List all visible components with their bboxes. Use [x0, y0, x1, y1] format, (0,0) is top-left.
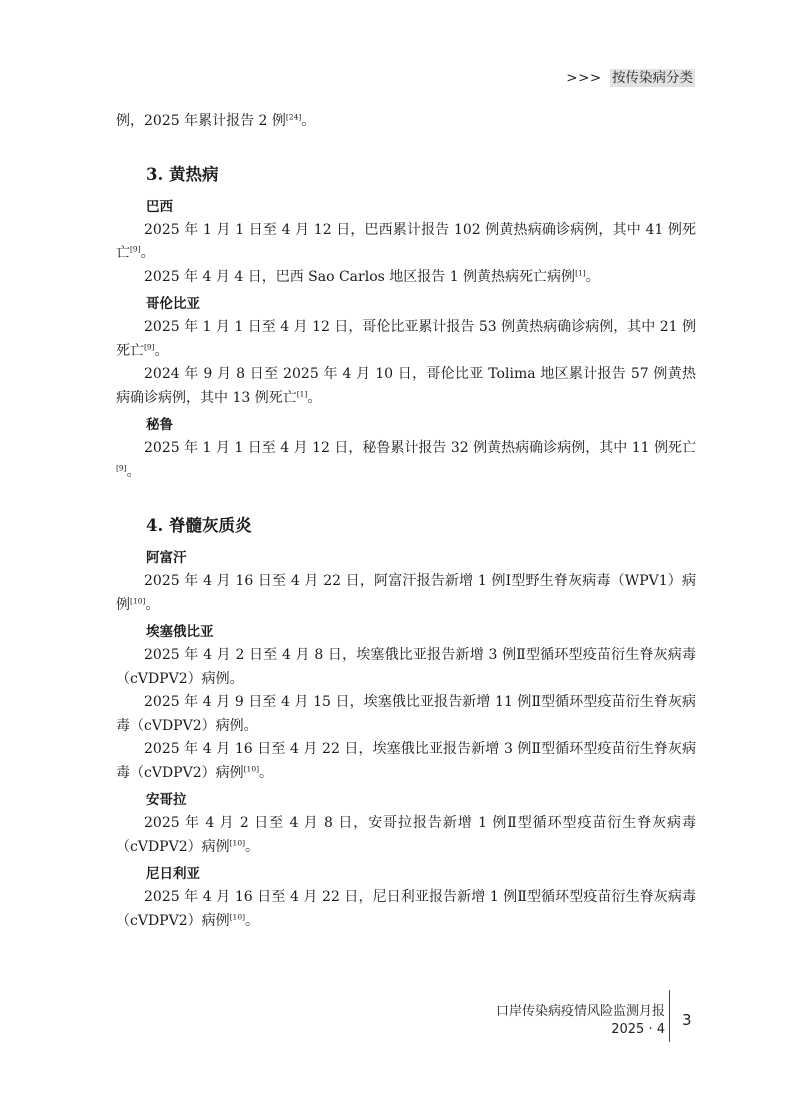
paragraph: 2025 年 4 月 16 日至 4 月 22 日，尼日利亚报告新增 1 例Ⅱ型循环型疫苗衍生脊灰病毒（cVDPV2）病例[10]。 [116, 889, 696, 929]
country-heading-colombia: 哥伦比亚 [146, 296, 200, 312]
country-heading-brazil: 巴西 [146, 198, 173, 215]
intro-paragraph: 例，2025 年累计报告 2 例[24]。 [116, 112, 316, 129]
citation-ref: [24] [285, 112, 302, 122]
citation-ref: [10] [243, 763, 260, 773]
paragraph-text: 2025 年 4 月 2 日至 4 月 8 日，安哥拉报告新增 1 例Ⅱ型循环型疫苗衍生脊灰病毒（cVDPV2）病例 [116, 815, 696, 855]
journal-title: 口岸传染病疫情风险监测月报 [495, 1004, 665, 1019]
paragraph: 2025 年 1 月 1 日至 4 月 12 日，哥伦比亚累计报告 53 例黄热病确诊病例，其中 21 例死亡[9]。 [116, 319, 696, 359]
paragraph: 2025 年 4 月 9 日至 4 月 15 日，埃塞俄比亚报告新增 11 例Ⅱ型循环型疫苗衍生脊灰病毒（cVDPV2）病例。 [116, 694, 696, 734]
paragraph-text: 2025 年 1 月 1 日至 4 月 12 日，秘鲁累计报告 32 例黄热病确诊病例，其中 11 例死亡 [144, 440, 696, 456]
paragraph-text: 2025 年 4 月 16 日至 4 月 22 日，埃塞俄比亚报告新增 3 例Ⅱ型循环型疫苗衍生脊灰病毒（cVDPV2）病例 [116, 741, 696, 781]
running-header [566, 66, 695, 86]
section-title-polio: 4. 脊髓灰质炎 [146, 516, 252, 535]
paragraph-text: 2025 年 4 月 9 日至 4 月 15 日，埃塞俄比亚报告新增 11 例Ⅱ型循环型疫苗衍生脊灰病毒（cVDPV2）病例 [116, 694, 696, 734]
footer-divider [669, 990, 670, 1042]
paragraph: 2025 年 1 月 1 日至 4 月 12 日，秘鲁累计报告 32 例黄热病确诊病例，其中 11 例死亡[9]。 [116, 440, 696, 480]
country-heading-nigeria: 尼日利亚 [146, 866, 200, 882]
paragraph-text: 2025 年 4 月 2 日至 4 月 8 日，埃塞俄比亚报告新增 3 例Ⅱ型循环型疫苗衍生脊灰病毒（cVDPV2）病例 [116, 647, 696, 687]
paragraph-text: 2025 年 4 月 16 日至 4 月 22 日，阿富汗报告新增 1 例Ⅰ型野生脊灰病毒（WPV1）病例 [116, 573, 696, 613]
citation-ref: [1] [296, 388, 308, 398]
country-heading-angola: 安哥拉 [146, 792, 187, 808]
section-title-yellow-fever: 3. 黄热病 [146, 164, 219, 184]
paragraph-text: 2025 年 1 月 1 日至 4 月 12 日，巴西累计报告 102 例黄热病确诊病例，其中 41 例死亡 [116, 221, 696, 261]
paragraph-text: 2025 年 4 月 16 日至 4 月 22 日，尼日利亚报告新增 1 例Ⅱ型循环型疫苗衍生脊灰病毒（cVDPV2）病例 [116, 889, 696, 929]
country-heading-afghanistan: 阿富汗 [146, 550, 187, 566]
paragraph: 2025 年 4 月 2 日至 4 月 8 日，安哥拉报告新增 1 例Ⅱ型循环型疫苗衍生脊灰病毒（cVDPV2）病例[10]。 [116, 815, 696, 855]
citation-ref: [10] [130, 595, 146, 605]
paragraph-text: 2024 年 9 月 8 日至 2025 年 4 月 10 日，哥伦比亚 Tolima 地区累计报告 57 例黄热病确诊病例，其中 13 例死亡 [116, 366, 696, 406]
footer-journal-info [470, 1003, 665, 1039]
citation-ref: [10] [229, 911, 246, 921]
country-heading-peru: 秘鲁 [146, 417, 173, 433]
country-heading-ethiopia: 埃塞俄比亚 [146, 624, 214, 640]
citation-ref: [9] [130, 244, 141, 254]
paragraph: 2024 年 9 月 8 日至 2025 年 4 月 10 日，哥伦比亚 Tolima 地区累计报告 57 例黄热病确诊病例，其中 13 例死亡[1]。 [116, 366, 696, 406]
issue-number: 2025 · 4 [611, 1022, 665, 1037]
paragraph: 2025 年 1 月 1 日至 4 月 12 日，巴西累计报告 102 例黄热病确诊病例，其中 41 例死亡[9]。 [116, 221, 696, 261]
citation-ref: [1] [575, 267, 586, 277]
intro-text: 例，2025 年累计报告 2 例 [116, 113, 286, 129]
citation-ref: [9] [116, 462, 127, 472]
paragraph: 2025 年 4 月 16 日至 4 月 22 日，阿富汗报告新增 1 例Ⅰ型野生脊灰病毒（WPV1）病例[10]。 [116, 573, 696, 613]
citation-ref: [10] [229, 837, 246, 847]
header-marker: >>> [566, 70, 602, 86]
citation-ref: [9] [144, 341, 155, 351]
paragraph: 2025 年 4 月 16 日至 4 月 22 日，埃塞俄比亚报告新增 3 例Ⅱ型循环型疫苗衍生脊灰病毒（cVDPV2）病例[10]。 [116, 741, 696, 781]
paragraph-text: 2025 年 4 月 4 日，巴西 Sao Carlos 地区报告 1 例黄热病死亡病例 [144, 268, 576, 285]
paragraph: 2025 年 4 月 2 日至 4 月 8 日，埃塞俄比亚报告新增 3 例Ⅱ型循环型疫苗衍生脊灰病毒（cVDPV2）病例。 [116, 647, 696, 687]
page-number: 3 [682, 1011, 692, 1029]
header-category: 按传染病分类 [612, 70, 693, 86]
article-body [116, 110, 696, 933]
paragraph-text: 2025 年 1 月 1 日至 4 月 12 日，哥伦比亚累计报告 53 例黄热病确诊病例，其中 21 例死亡 [116, 319, 696, 359]
paragraph: 2025 年 4 月 4 日，巴西 Sao Carlos 地区报告 1 例黄热病死亡病例[1]。 [144, 267, 600, 285]
